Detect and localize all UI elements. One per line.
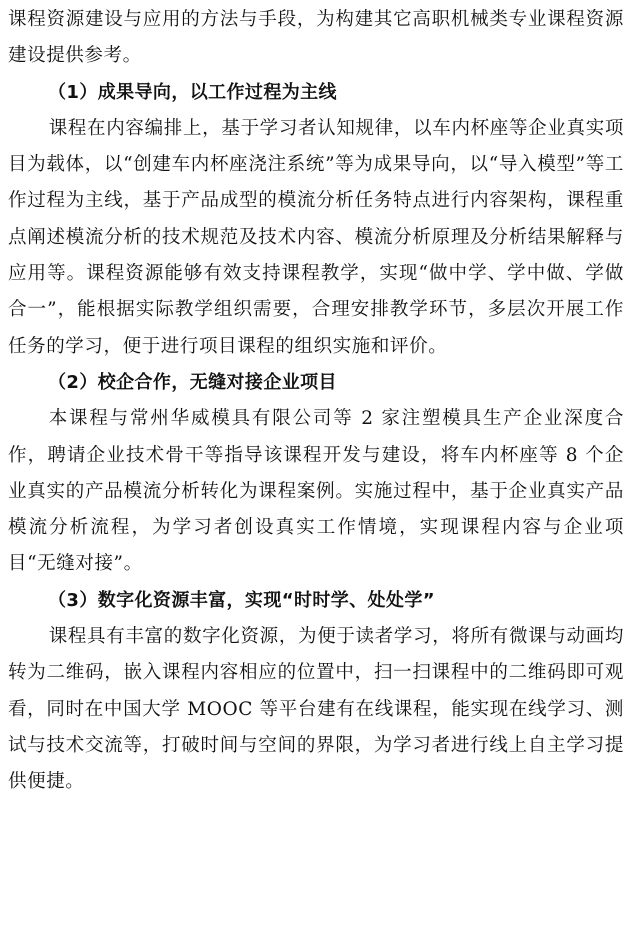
section-heading-3: （3）数字化资源丰富，实现“时时学、处处学”: [48, 589, 435, 611]
intro-paragraph: 课程资源建设与应用的方法与手段，为构建其它高职机械类专业课程资源建设提供参考。: [8, 9, 624, 67]
section-heading-1: （1）成果导向，以工作过程为主线: [48, 81, 337, 103]
section-body-2: 本课程与常州华威模具有限公司等 2 家注塑模具生产企业深度合作，聘请企业技术骨干等指导该课程开发与建设，将车内杯座等 8 个企业真实的产品模流分析转化为课程案例。实施过程中，基于企业真实产品模流分析流程，为学习者创设真实工作情境，实现课程内容与企业项目“无缝对接”。: [8, 408, 624, 575]
section-body-1: 课程在内容编排上，基于学习者认知规律，以车内杯座等企业真实项目为载体，以“创建车内杯座浇注系统”等为成果导向，以“导入模型”等工作过程为主线，基于产品成型的模流分析任务特点进行内容架构，课程重点阐述模流分析的技术规范及技术内容、模流分析原理及分析结果解释与应用等。课程资源能够有效支持课程教学，实现“做中学、学中做、学做合一”，能根据实际教学组织需要，合理安排教学环节，多层次开展工作任务的学习，便于进行项目课程的组织实施和评价。: [8, 117, 624, 357]
section-heading-2: （2）校企合作，无缝对接企业项目: [48, 371, 337, 393]
section-body-3: 课程具有丰富的数字化资源，为便于读者学习，将所有微课与动画均转为二维码，嵌入课程内容相应的位置中，扫一扫课程中的二维码即可观看，同时在中国大学 MOOC 等平台建有在线课程，能实现在线学习、测试与技术交流等，打破时间与空间的界限，为学习者进行线上自主学习提供便捷。: [8, 626, 624, 793]
